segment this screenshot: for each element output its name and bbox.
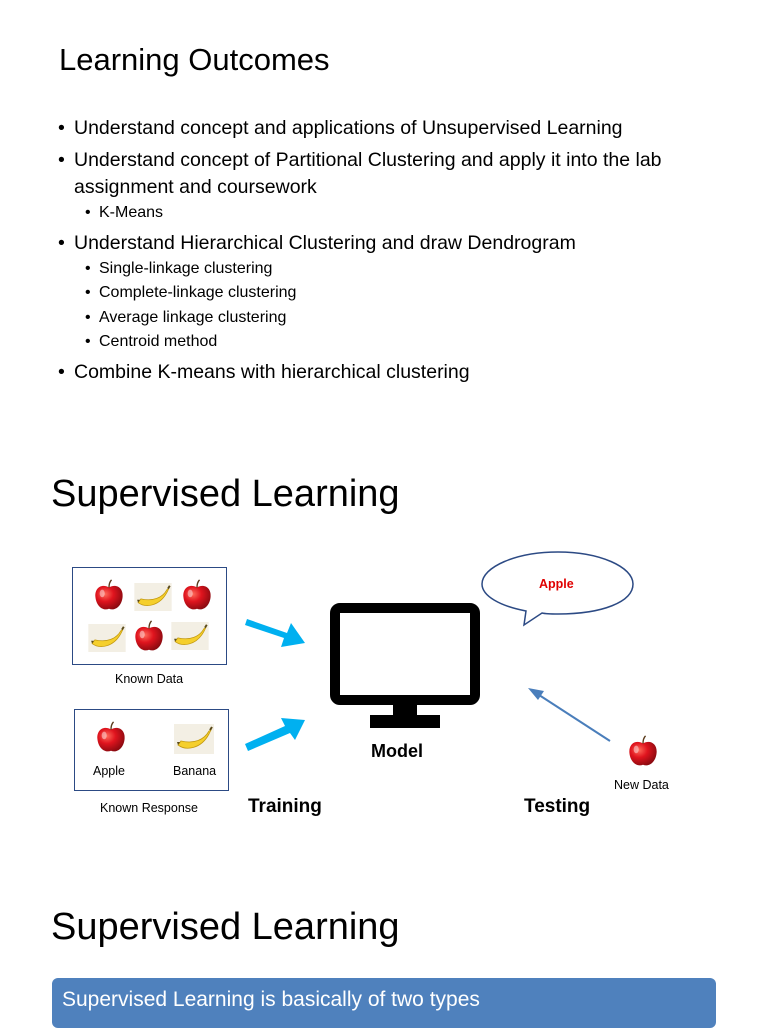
testing-label: Testing <box>524 796 591 817</box>
outcome-item: • Combine K-means with hierarchical clustering <box>58 359 708 386</box>
banana-icon <box>171 622 209 650</box>
arrow-icon <box>245 714 307 758</box>
known-response-label: Known Response <box>100 801 198 815</box>
prediction-text: Apple <box>539 577 574 591</box>
outcomes-list <box>58 115 708 391</box>
apple-icon <box>180 579 214 613</box>
outcome-subitems <box>85 257 708 355</box>
new-data-label: New Data <box>614 778 669 792</box>
apple-icon <box>132 620 166 654</box>
known-data-label: Known Data <box>115 672 184 686</box>
response-banana-label: Banana <box>173 764 217 778</box>
arrow-icon <box>524 685 614 745</box>
types-title: Supervised Learning <box>51 906 400 948</box>
outcome-subitems <box>85 201 708 226</box>
supervised-title: Supervised Learning <box>51 473 400 515</box>
outcome-subitem: • Centroid method <box>85 330 708 355</box>
apple-icon <box>92 579 126 613</box>
apple-icon <box>94 721 128 755</box>
outcome-subitem: • K-Means <box>85 201 708 226</box>
monitor-icon <box>330 603 480 731</box>
outcome-item: • Understand concept and applications of Unsupervised Learning <box>58 115 708 142</box>
outcome-subitem: • Single-linkage clustering <box>85 257 708 282</box>
training-label: Training <box>248 796 322 817</box>
outcome-item: • Understand Hierarchical Clustering and draw Dendrogram <box>58 230 708 257</box>
banana-icon <box>134 583 172 611</box>
response-apple-label: Apple <box>93 764 125 778</box>
model-label: Model <box>371 741 423 761</box>
types-banner: Supervised Learning is basically of two types <box>52 978 716 1028</box>
banana-icon <box>174 724 214 754</box>
outcome-subitem: • Average linkage clustering <box>85 306 708 331</box>
arrow-icon <box>245 603 307 647</box>
outcomes-title: Learning Outcomes <box>59 42 330 77</box>
outcome-subitem: • Complete-linkage clustering <box>85 281 708 306</box>
outcome-item: • Understand concept of Partitional Clustering and apply it into the lab assignment and coursework <box>58 147 708 201</box>
banana-icon <box>88 624 126 652</box>
known-data-box <box>72 567 227 665</box>
apple-icon <box>626 735 660 769</box>
known-response-box <box>74 709 229 791</box>
